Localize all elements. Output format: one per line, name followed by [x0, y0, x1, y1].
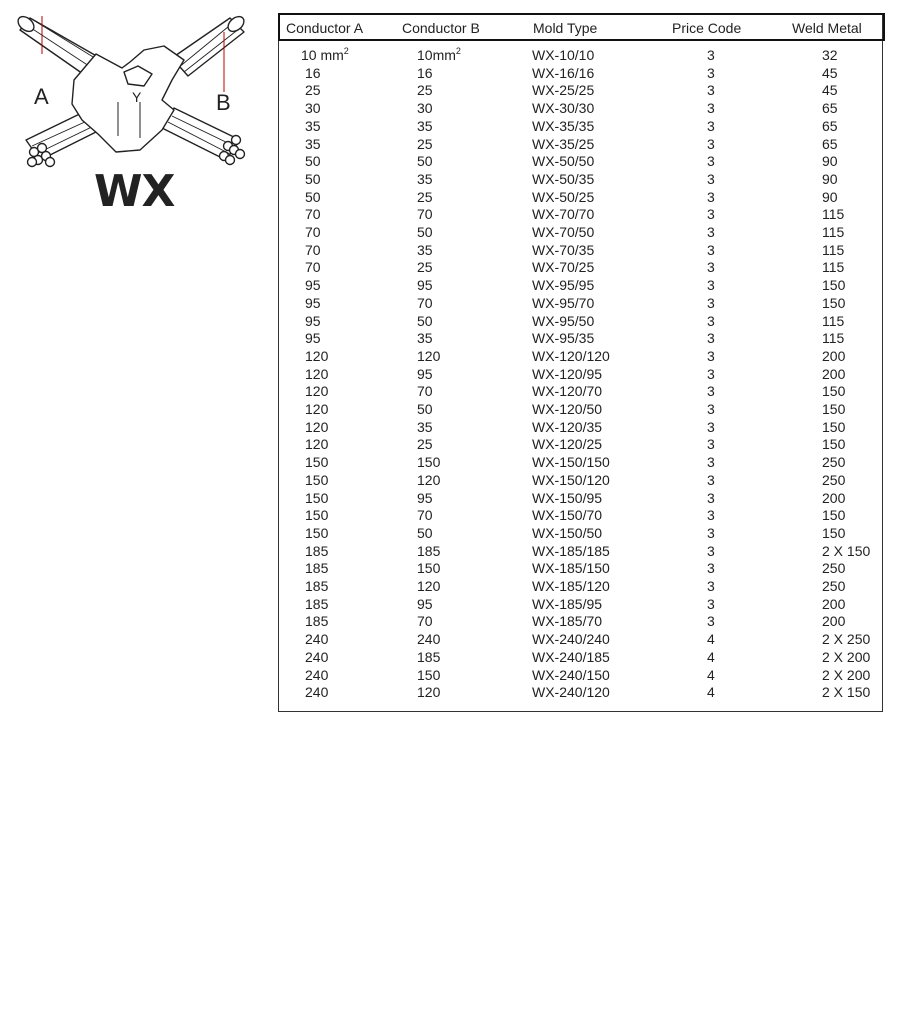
cell-weld-metal: 2 X 150 [822, 684, 871, 701]
cell-price-code: 3 [707, 188, 715, 205]
cell-conductor-b: 35 [417, 418, 433, 435]
cell-conductor-a: 150 [305, 507, 329, 524]
cell-conductor-b: 35 [417, 117, 433, 134]
table-row [279, 81, 882, 99]
cell-mold-type: WX-95/70 [532, 294, 595, 311]
cell-conductor-a: 70 [305, 206, 321, 223]
cell-weld-metal: 150 [822, 277, 846, 294]
cell-price-code: 3 [707, 436, 715, 453]
cell-conductor-a: 70 [305, 241, 321, 258]
cell-conductor-b: 70 [417, 613, 433, 630]
cell-weld-metal: 32 [822, 47, 838, 63]
label-y: Y [132, 89, 142, 105]
cell-conductor-b: 95 [417, 595, 433, 612]
cell-weld-metal: 2 X 150 [822, 542, 871, 559]
cell-conductor-b: 120 [417, 471, 441, 488]
cell-weld-metal: 150 [822, 383, 846, 400]
cell-mold-type: WX-240/120 [532, 684, 610, 701]
cell-price-code: 3 [707, 170, 715, 187]
cell-conductor-b: 150 [417, 666, 441, 683]
table-row [279, 453, 882, 471]
cell-price-code: 3 [707, 613, 715, 630]
cell-mold-type: WX-185/70 [532, 613, 603, 630]
cell-mold-type: WX-185/95 [532, 595, 603, 612]
cell-conductor-a: 240 [305, 684, 329, 701]
cell-weld-metal: 65 [822, 117, 838, 134]
cell-mold-type: WX-120/25 [532, 436, 603, 453]
header-weld-metal: Weld Metal [792, 20, 862, 36]
cell-mold-type: WX-30/30 [532, 100, 595, 117]
cell-conductor-a: 10 $mm^2$ [301, 46, 349, 63]
cell-price-code: 3 [707, 206, 715, 223]
cell-mold-type: WX-25/25 [532, 82, 595, 99]
cell-mold-type: WX-185/185 [532, 542, 610, 559]
cell-conductor-a: 240 [305, 648, 329, 665]
cell-conductor-a: 240 [305, 631, 329, 648]
cell-conductor-a: 25 [305, 82, 321, 99]
cell-price-code: 3 [707, 100, 715, 117]
cell-price-code: 4 [707, 648, 715, 665]
cell-conductor-a: 120 [305, 418, 329, 435]
wx-connector-illustration [12, 10, 252, 210]
cell-mold-type: WX-185/150 [532, 560, 610, 577]
cell-mold-type: WX-120/70 [532, 383, 603, 400]
cell-mold-type: WX-150/70 [532, 507, 603, 524]
cell-price-code: 3 [707, 471, 715, 488]
cell-weld-metal: 115 [822, 241, 845, 258]
figure-title: WX [94, 166, 175, 210]
cell-mold-type: WX-120/120 [532, 347, 610, 364]
cell-conductor-a: 185 [305, 613, 329, 630]
cell-conductor-a: 35 [305, 135, 321, 152]
table-row [279, 683, 882, 701]
cell-price-code: 3 [707, 454, 715, 471]
cell-weld-metal: 150 [822, 294, 846, 311]
table-header [278, 13, 885, 41]
cell-mold-type: WX-120/50 [532, 401, 603, 417]
label-a: A [34, 84, 49, 109]
cell-conductor-b: 35 [417, 330, 433, 347]
cell-weld-metal: 115 [822, 259, 845, 276]
cell-mold-type: WX-95/95 [532, 277, 595, 294]
cell-conductor-b: 35 [417, 170, 433, 187]
cell-price-code: 3 [707, 117, 715, 134]
cell-price-code: 3 [707, 383, 715, 400]
cell-conductor-b: $10mm^2$ [417, 46, 461, 63]
table-row [279, 329, 882, 347]
cell-price-code: 3 [707, 47, 715, 63]
cell-conductor-a: 150 [305, 454, 329, 471]
cell-conductor-a: 120 [305, 401, 329, 417]
cell-conductor-a: 50 [305, 170, 321, 187]
cell-conductor-a: 50 [305, 153, 321, 170]
cell-mold-type: WX-35/25 [532, 135, 595, 152]
cell-mold-type: WX-95/35 [532, 330, 595, 347]
cell-weld-metal: 250 [822, 560, 846, 577]
cell-conductor-a: 95 [305, 294, 321, 311]
cell-weld-metal: 90 [822, 153, 838, 170]
cell-price-code: 4 [707, 684, 715, 701]
cell-weld-metal: 115 [822, 224, 845, 240]
cell-price-code: 3 [707, 595, 715, 612]
cell-conductor-b: 50 [417, 224, 433, 240]
cell-weld-metal: 250 [822, 471, 846, 488]
header-price-code: Price Code [672, 20, 742, 36]
cell-weld-metal: 150 [822, 507, 846, 524]
cell-conductor-b: 120 [417, 578, 441, 594]
cell-mold-type: WX-70/50 [532, 224, 595, 240]
cell-conductor-a: 16 [305, 64, 321, 81]
cell-weld-metal: 200 [822, 595, 846, 612]
cell-conductor-b: 50 [417, 312, 433, 329]
cell-mold-type: WX-240/240 [532, 631, 610, 648]
table-row [279, 241, 882, 259]
table-row [279, 64, 882, 82]
table-row [279, 188, 882, 206]
header-conductor-a: Conductor A [286, 20, 364, 36]
cell-price-code: 3 [707, 578, 715, 594]
cell-conductor-b: 185 [417, 648, 441, 665]
cell-weld-metal: 150 [822, 436, 846, 453]
cell-price-code: 3 [707, 312, 715, 329]
cell-weld-metal: 150 [822, 418, 846, 435]
cell-mold-type: WX-150/120 [532, 471, 610, 488]
cell-conductor-b: 25 [417, 188, 433, 205]
cell-weld-metal: 200 [822, 347, 846, 364]
cell-weld-metal: 45 [822, 82, 838, 99]
cell-weld-metal: 115 [822, 312, 845, 329]
cell-price-code: 3 [707, 135, 715, 152]
cell-weld-metal: 115 [822, 330, 845, 347]
table-row [279, 135, 882, 153]
cell-price-code: 3 [707, 82, 715, 99]
table-row [279, 276, 882, 294]
cell-mold-type: WX-50/35 [532, 170, 595, 187]
table-row [279, 365, 882, 383]
cell-mold-type: WX-16/16 [532, 64, 595, 81]
cell-mold-type: WX-95/50 [532, 312, 595, 329]
table-row [279, 46, 882, 64]
cell-price-code: 3 [707, 259, 715, 276]
cell-conductor-a: 95 [305, 312, 321, 329]
cell-conductor-a: 30 [305, 100, 321, 117]
cell-conductor-b: 35 [417, 241, 433, 258]
cell-mold-type: WX-150/150 [532, 454, 610, 471]
cell-conductor-a: 120 [305, 383, 329, 400]
cell-conductor-a: 240 [305, 666, 329, 683]
cell-price-code: 3 [707, 401, 715, 417]
cell-price-code: 3 [707, 347, 715, 364]
cell-conductor-b: 16 [417, 64, 433, 81]
cell-price-code: 3 [707, 489, 715, 506]
cell-conductor-b: 70 [417, 206, 433, 223]
cell-price-code: 3 [707, 560, 715, 577]
cell-mold-type: WX-35/35 [532, 117, 595, 134]
cell-conductor-a: 150 [305, 471, 329, 488]
cell-mold-type: WX-150/50 [532, 524, 603, 541]
table-row [279, 648, 882, 666]
cell-weld-metal: 2 X 250 [822, 631, 871, 648]
cell-mold-type: WX-70/35 [532, 241, 595, 258]
table-row [279, 595, 882, 613]
cell-mold-type: WX-185/120 [532, 578, 610, 594]
cell-conductor-b: 95 [417, 277, 433, 294]
cell-conductor-a: 185 [305, 595, 329, 612]
cell-conductor-a: 95 [305, 277, 321, 294]
cross-connector-drawing [12, 10, 252, 210]
cell-weld-metal: 200 [822, 489, 846, 506]
cell-conductor-a: 120 [305, 365, 329, 382]
table-row [279, 258, 882, 276]
table-row [279, 489, 882, 507]
cell-mold-type: WX-50/25 [532, 188, 595, 205]
table-row [279, 471, 882, 489]
cell-mold-type: WX-70/70 [532, 206, 595, 223]
cell-price-code: 3 [707, 224, 715, 240]
cell-conductor-b: 50 [417, 153, 433, 170]
label-b: B [216, 90, 231, 115]
cell-price-code: 3 [707, 153, 715, 170]
table-row [279, 506, 882, 524]
table-row [279, 347, 882, 365]
cell-conductor-b: 25 [417, 82, 433, 99]
cell-conductor-b: 150 [417, 560, 441, 577]
cell-mold-type: WX-10/10 [532, 47, 595, 63]
cell-conductor-a: 120 [305, 436, 329, 453]
table-row [279, 117, 882, 135]
cell-conductor-a: 35 [305, 117, 321, 134]
cell-price-code: 3 [707, 277, 715, 294]
cell-price-code: 3 [707, 524, 715, 541]
cell-mold-type: WX-50/50 [532, 153, 595, 170]
cell-conductor-b: 150 [417, 454, 441, 471]
table-row [279, 542, 882, 560]
cell-conductor-a: 70 [305, 259, 321, 276]
cell-conductor-b: 25 [417, 135, 433, 152]
cell-conductor-b: 50 [417, 401, 433, 417]
table-row [279, 205, 882, 223]
header-conductor-b: Conductor B [402, 20, 480, 36]
cell-price-code: 3 [707, 64, 715, 81]
cell-conductor-a: 120 [305, 347, 329, 364]
cell-weld-metal: 65 [822, 100, 838, 117]
cell-conductor-b: 30 [417, 100, 433, 117]
cell-weld-metal: 250 [822, 454, 846, 471]
cell-weld-metal: 2 X 200 [822, 666, 871, 683]
cell-conductor-a: 70 [305, 224, 321, 240]
cell-price-code: 4 [707, 666, 715, 683]
cell-weld-metal: 90 [822, 188, 838, 205]
table-row [279, 577, 882, 595]
specification-table [278, 13, 883, 712]
cell-mold-type: WX-240/185 [532, 648, 610, 665]
cell-mold-type: WX-120/35 [532, 418, 603, 435]
table-row [279, 152, 882, 170]
cell-weld-metal: 150 [822, 524, 846, 541]
table-row [279, 612, 882, 630]
cell-mold-type: WX-120/95 [532, 365, 603, 382]
cell-conductor-b: 185 [417, 542, 441, 559]
cell-price-code: 3 [707, 294, 715, 311]
table-row [279, 435, 882, 453]
cell-conductor-b: 120 [417, 347, 441, 364]
cell-weld-metal: 90 [822, 170, 838, 187]
cell-conductor-b: 240 [417, 631, 441, 648]
cell-conductor-b: 50 [417, 524, 433, 541]
cell-price-code: 4 [707, 631, 715, 648]
table-row [279, 666, 882, 684]
cell-conductor-b: 70 [417, 507, 433, 524]
cell-conductor-a: 185 [305, 542, 329, 559]
table-row [279, 294, 882, 312]
cell-conductor-a: 150 [305, 524, 329, 541]
cell-conductor-b: 120 [417, 684, 441, 701]
cell-weld-metal: 2 X 200 [822, 648, 871, 665]
cell-conductor-b: 25 [417, 259, 433, 276]
cell-weld-metal: 150 [822, 401, 846, 417]
cell-price-code: 3 [707, 365, 715, 382]
cell-weld-metal: 45 [822, 64, 838, 81]
table-row [279, 312, 882, 330]
cell-conductor-b: 95 [417, 489, 433, 506]
cell-conductor-a: 185 [305, 560, 329, 577]
table-row [279, 382, 882, 400]
cell-conductor-a: 95 [305, 330, 321, 347]
cell-mold-type: WX-240/150 [532, 666, 610, 683]
cell-conductor-b: 25 [417, 436, 433, 453]
cell-conductor-a: 185 [305, 578, 329, 594]
cell-weld-metal: 200 [822, 365, 846, 382]
cell-weld-metal: 115 [822, 206, 845, 223]
cell-conductor-a: 50 [305, 188, 321, 205]
table-row [279, 559, 882, 577]
cell-conductor-b: 70 [417, 294, 433, 311]
cell-weld-metal: 250 [822, 578, 846, 594]
cell-mold-type: WX-150/95 [532, 489, 603, 506]
cell-price-code: 3 [707, 507, 715, 524]
table-row [279, 524, 882, 542]
cell-price-code: 3 [707, 418, 715, 435]
header-mold-type: Mold Type [533, 20, 598, 36]
cell-conductor-b: 70 [417, 383, 433, 400]
cell-mold-type: WX-70/25 [532, 259, 595, 276]
cell-conductor-a: 150 [305, 489, 329, 506]
table-row [279, 400, 882, 418]
table-row [279, 418, 882, 436]
table-row [279, 170, 882, 188]
cell-conductor-b: 95 [417, 365, 433, 382]
cell-price-code: 3 [707, 241, 715, 258]
cell-price-code: 3 [707, 542, 715, 559]
table-row [279, 630, 882, 648]
cell-weld-metal: 200 [822, 613, 846, 630]
table-row [279, 223, 882, 241]
cell-price-code: 3 [707, 330, 715, 347]
cell-weld-metal: 65 [822, 135, 838, 152]
table-row [279, 99, 882, 117]
